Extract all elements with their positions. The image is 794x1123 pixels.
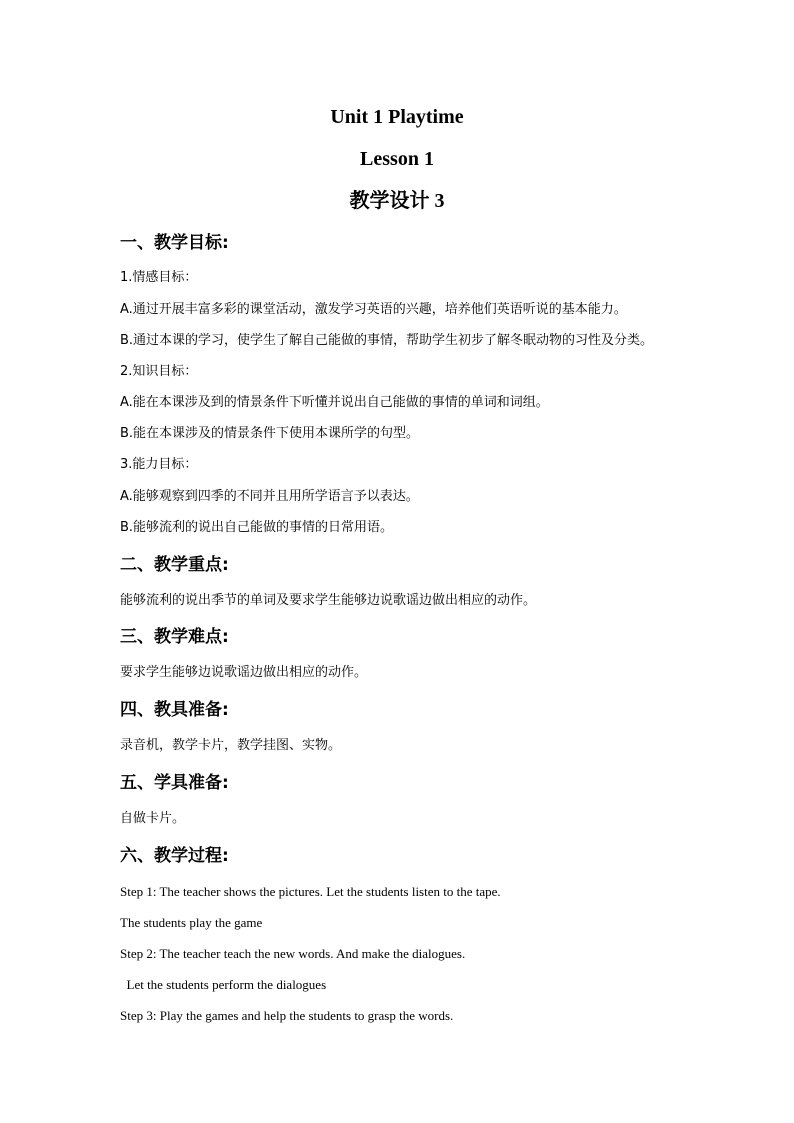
student-aids-text: 自做卡片。 (120, 811, 186, 826)
ability-objective-b: B.能够流利的说出自己能做的事情的日常用语。 (120, 520, 394, 535)
process-heading: 六、教学过程: (120, 846, 229, 866)
process-step-1-activity: The students play the game (120, 915, 263, 930)
student-aids-heading: 五、学具准备: (120, 773, 229, 793)
process-step-3: Step 3: Play the games and help the students to grasp the words. (120, 1008, 454, 1023)
process-step-1: Step 1: The teacher shows the pictures. Let the students listen to the tape. (120, 884, 501, 899)
ability-objective-label: 3.能力目标： (120, 457, 198, 472)
ability-objective-a: A.能够观察到四季的不同并且用所学语言予以表达。 (120, 489, 419, 504)
emotion-objective-label: 1.情感目标： (120, 270, 198, 285)
difficulties-text: 要求学生能够边说歌谣边做出相应的动作。 (120, 665, 368, 680)
lesson-title: Lesson 1 (360, 148, 434, 170)
process-step-2-activity: Let the students perform the dialogues (120, 977, 327, 992)
design-title: 教学设计 3 (349, 190, 445, 212)
teaching-aids-text: 录音机，教学卡片，教学挂图、实物。 (120, 738, 342, 753)
key-points-heading: 二、教学重点: (120, 555, 229, 575)
teaching-aids-heading: 四、教具准备: (120, 700, 229, 720)
knowledge-objective-label: 2.知识目标： (120, 364, 198, 379)
emotion-objective-b: B.通过本课的学习，使学生了解自己能做的事情，帮助学生初步了解冬眠动物的习性及分类。 (120, 333, 654, 348)
unit-title: Unit 1 Playtime (330, 106, 464, 128)
knowledge-objective-a: A.能在本课涉及到的情景条件下听懂并说出自己能做的事情的单词和词组。 (120, 395, 549, 410)
difficulties-heading: 三、教学难点: (120, 627, 229, 647)
knowledge-objective-b: B.能在本课涉及的情景条件下使用本课所学的句型。 (120, 426, 420, 441)
process-step-2: Step 2: The teacher teach the new words. And make the dialogues. (120, 946, 466, 961)
objectives-heading: 一、教学目标: (120, 233, 229, 253)
key-points-text: 能够流利的说出季节的单词及要求学生能够边说歌谣边做出相应的动作。 (120, 593, 537, 608)
emotion-objective-a: A.通过开展丰富多彩的课堂活动，激发学习英语的兴趣，培养他们英语听说的基本能力。 (120, 302, 627, 317)
